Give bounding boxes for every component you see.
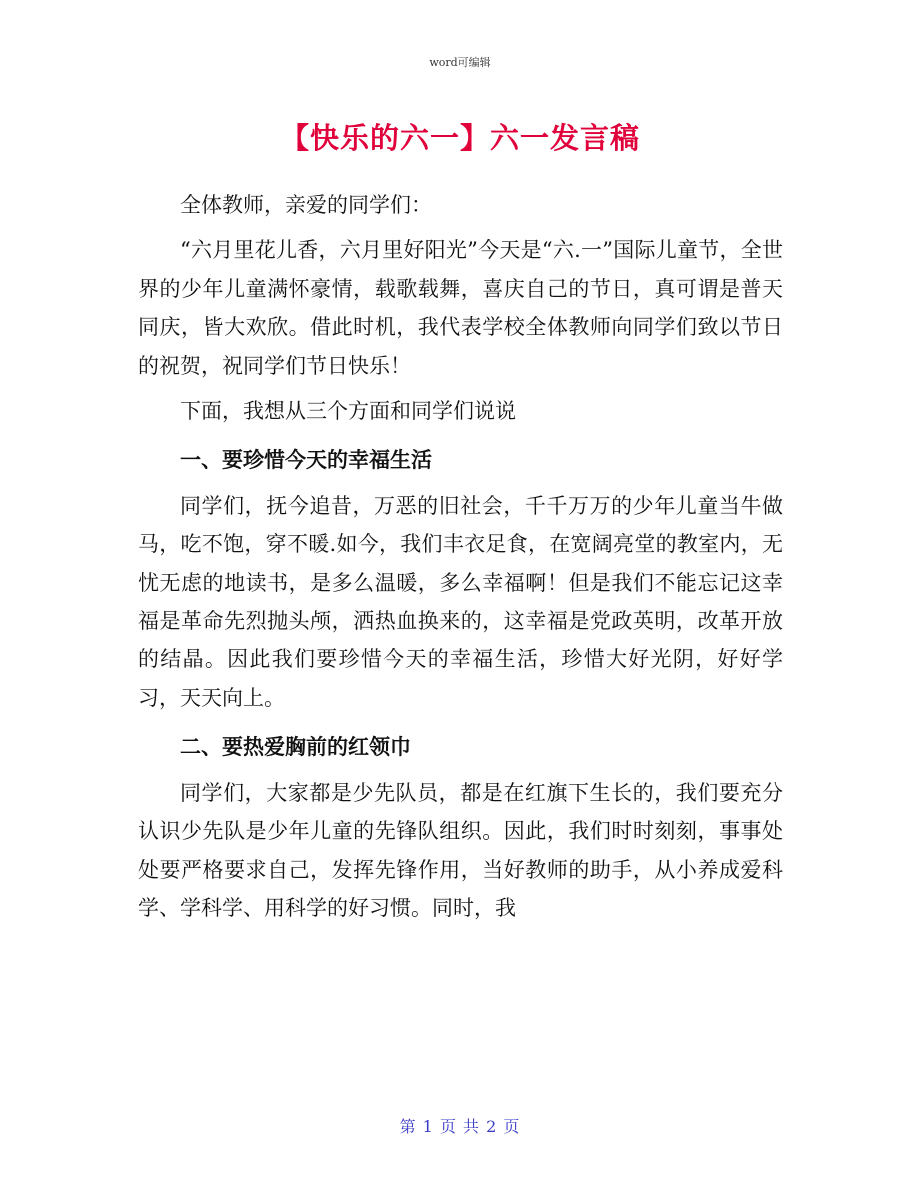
header-note: word可编辑 xyxy=(429,56,491,69)
paragraph-section-2: 同学们，大家都是少先队员，都是在红旗下生长的，我们要充分认识少先队是少年儿童的先锋队组织。因此，我们时时刻刻，事事处处要严格要求自己，发挥先锋作用，当好教师的助手，从小养成爱科学、学科学、用科学的好习惯。同时，我 xyxy=(138,780,783,920)
paragraph-intro: “六月里花儿香，六月里好阳光”今天是“六.一”国际儿童节，全世界的少年儿童满怀豪情，载歌载舞，喜庆自己的节日，真可谓是普天同庆，皆大欢欣。借此时机，我代表学校全体教师向同学们致以节日的祝贺，祝同学们节日快乐！ xyxy=(138,238,783,378)
page-indicator: 第 1 页 共 2 页 xyxy=(399,1117,521,1136)
salutation: 全体教师，亲爱的同学们： xyxy=(180,193,432,217)
paragraph-outline: 下面，我想从三个方面和同学们说说 xyxy=(180,399,516,424)
document-body xyxy=(138,186,783,927)
paragraph-section-1: 同学们，抚今追昔，万恶的旧社会，千千万万的少年儿童当牛做马，吃不饱，穿不暖.如今，我们丰衣足食，在宽阔亮堂的教室内，无忧无虑的地读书，是多么温暖，多么幸福啊！但是我们不能忘记这幸福是革命先烈抛头颅，洒热血换来的，这幸福是党政英明，改革开放的结晶。因此我们要珍惜今天的幸福生活，珍惜大好光阴，好好学习，天天向上。 xyxy=(138,493,783,710)
section-heading-2: 二、要热爱胸前的红领巾 xyxy=(180,734,411,760)
section-heading-1: 一、要珍惜今天的幸福生活 xyxy=(180,447,432,473)
document-title: 【快乐的六一】六一发言稿 xyxy=(279,121,640,155)
